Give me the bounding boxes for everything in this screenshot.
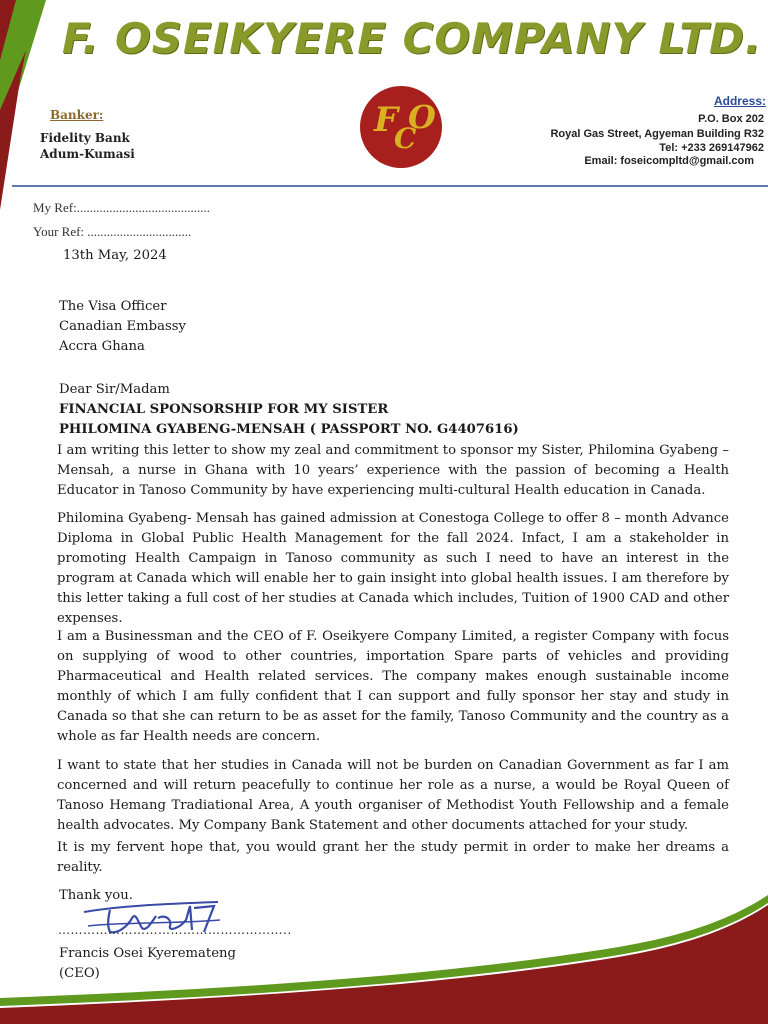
subject-line: PHILOMINA GYABENG-MENSAH ( PASSPORT NO. G4407616): [59, 422, 519, 437]
letter-date: 13th May, 2024: [63, 248, 167, 263]
my-ref: My Ref:.........................................: [33, 200, 210, 215]
address-line: Tel: +233 269147962: [659, 142, 764, 154]
paragraph: I am a Businessman and the CEO of F. Oseikyere Company Limited, a register Company with focus on supplying of wood to other countries, importation Spare parts of vehicles and providing Pharmaceutical and Health related services. The company makes enough sustainable income monthly of which I am fully confident that I can support and fully sponsor her stay and study in Canada so that she can return to be as asset for the family, Tanoso Community and the country as a whole as far Health needs are concern.: [57, 629, 729, 744]
signer-name: Francis Osei Kyeremateng: [59, 946, 236, 961]
paragraph: It is my fervent hope that, you would grant her the study permit in order to make her dreams a reality.: [57, 840, 729, 875]
address-label: Address:: [713, 94, 766, 108]
company-logo: [360, 86, 442, 168]
signature-line: ………………………………………………..: [58, 923, 292, 937]
recipient-line: Canadian Embassy: [59, 319, 186, 334]
recipient-line: The Visa Officer: [59, 299, 167, 314]
company-name: F. OSEIKYERE COMPANY LTD.: [62, 14, 762, 63]
logo-letter: O: [408, 98, 436, 136]
header-divider: [12, 185, 768, 187]
subject-line: FINANCIAL SPONSORSHIP FOR MY SISTER: [59, 402, 389, 417]
address-line: Royal Gas Street, Agyeman Building R32: [550, 128, 764, 140]
paragraph: Philomina Gyabeng- Mensah has gained admission at Conestoga College to offer 8 – month Advance Diploma in Global Public Health Management for the fall 2024. Infact, I am a stakeholder in promoting Health Campaign in Tanoso community as such I need to have an interest in the program at Canada which will enable her to gain insight into global health issues. I am therefore by this letter taking a full cost of her studies at Canada which includes, Tuition of 1900 CAD and other expenses.: [57, 511, 729, 626]
paragraph: I want to state that her studies in Canada will not be burden on Canadian Government as far I am concerned and will return peacefully to continue her role as a nurse, a would be Royal Queen of Tanoso Hemang Tradiational Area, A youth organiser of Methodist Youth Fellowship and a female health advocates. My Company Bank Statement and other documents attached for your study.: [57, 758, 729, 833]
banker-label: Banker:: [50, 108, 104, 122]
paragraph: I am writing this letter to show my zeal and commitment to sponsor my Sister, Philomina Gyabeng – Mensah, a nurse in Ghana with 10 years’ experience with the passion of becoming a Health Educator in Tanoso Community by have experiencing multi-cultural Health education in Canada.: [57, 443, 729, 498]
your-ref: Your Ref: ................................: [33, 224, 192, 239]
banker-line: Fidelity Bank: [40, 131, 130, 145]
salutation: Dear Sir/Madam: [59, 382, 170, 397]
banker-line: Adum-Kumasi: [40, 147, 135, 161]
logo-letter: C: [394, 122, 417, 155]
recipient-line: Accra Ghana: [59, 339, 145, 354]
logo-letter: F: [374, 100, 399, 140]
address-line: Email: foseicompltd@gmail.com: [584, 155, 754, 167]
signer-title: (CEO): [59, 966, 100, 981]
address-line: P.O. Box 202: [698, 113, 764, 125]
closing: Thank you.: [59, 888, 133, 903]
